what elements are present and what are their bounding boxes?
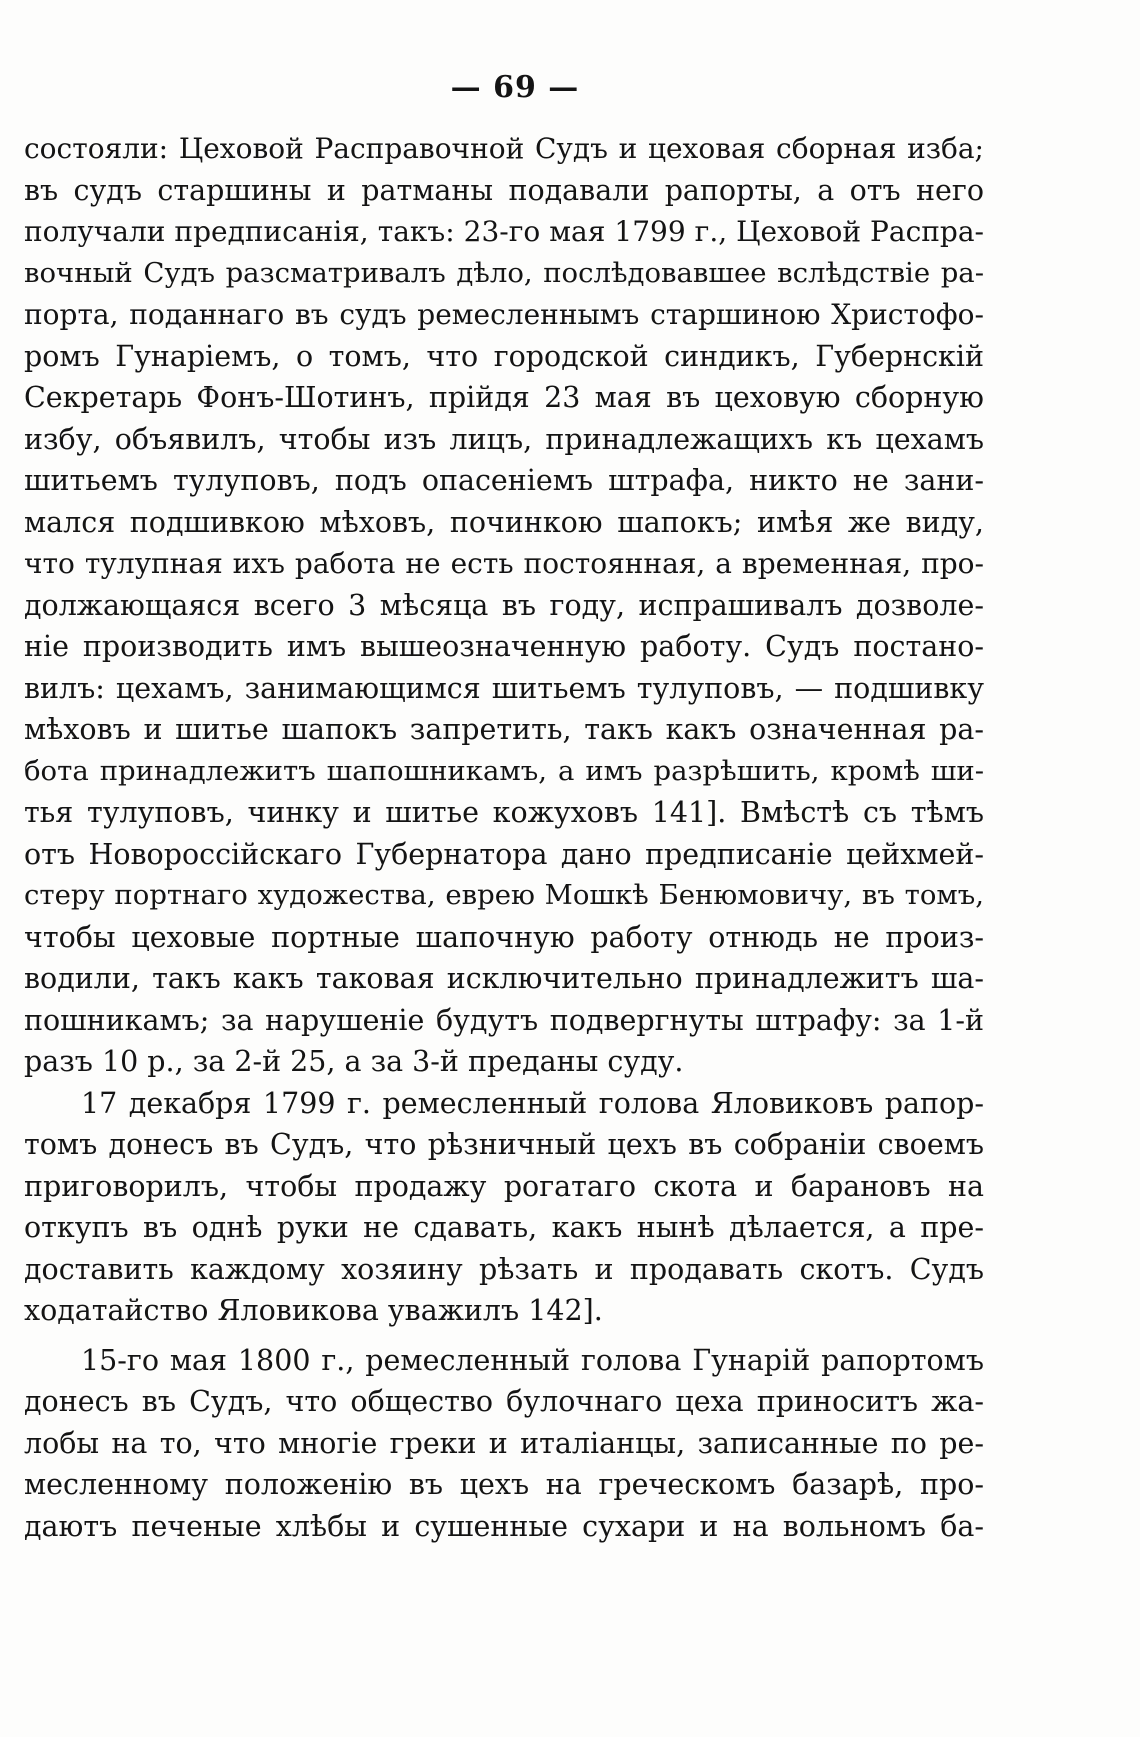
text-line: ходатайство Яловикова уважилъ 142]. [24,1294,603,1327]
body-text [24,128,984,1547]
text-line: водили, такъ какъ таковая исключительно принадлежитъ ша- [24,962,984,995]
text-line: избу, объявилъ, чтобы изъ лицъ, принадлежащихъ къ цехамъ [24,422,984,456]
text-line: чтобы цеховые портные шапочную работу отнюдь не произ- [24,920,984,954]
text-line: состояли: Цеховой Расправочной Судъ и цеховая сборная изба; [24,132,984,165]
text-line: 15-го мая 1800 г., ремесленный голова Гунарій рапортомъ [81,1343,984,1377]
text-line: даютъ печеные хлѣбы и сушенные сухари и на вольномъ ба- [24,1509,984,1543]
text-line: ніе производить имъ вышеозначенную работу. Судъ постано- [24,630,984,663]
text-line: лобы на то, что многіе греки и италіанцы, записанные по ре- [24,1426,984,1460]
text-line: стеру портнаго художества, еврею Мошкѣ Бенюмовичу, въ томъ, [24,879,984,911]
text-line: откупъ въ однѣ руки не сдавать, какъ нынѣ дѣлается, а пре- [24,1211,984,1244]
page-number: — 69 — [450,70,580,105]
text-line: разъ 10 р., за 2-й 25, а за 3-й преданы суду. [24,1045,684,1078]
paragraph-2 [24,1083,984,1332]
text-line: ромъ Гунаріемъ, о томъ, что городской синдикъ, Губернскій [24,339,984,373]
paragraph-gap [24,1332,984,1340]
text-line: приговорилъ, чтобы продажу рогатаго скота и барановъ на [24,1169,984,1203]
text-line: шитьемъ тулуповъ, подъ опасеніемъ штрафа, никто не зани- [24,464,984,497]
text-line: доставить каждому хозяину рѣзать и продавать скотъ. Судъ [24,1252,984,1286]
text-line: мѣховъ и шитье шапокъ запретить, такъ какъ означенная ра- [24,713,984,746]
text-line: что тулупная ихъ работа не есть постоянная, а временная, про- [24,547,984,580]
text-line: порта, поданнаго въ судъ ремесленнымъ старшиною Христофо- [24,298,984,331]
text-line: томъ донесъ въ Судъ, что рѣзничный цехъ въ собраніи своемъ [24,1128,984,1161]
text-line: получали предписанія, такъ: 23-го мая 1799 г., Цеховой Распра- [24,215,984,248]
text-line: должающаяся всего 3 мѣсяца въ году, испрашивалъ дозволе- [24,588,984,622]
text-line: донесъ въ Судъ, что общество булочнаго цеха приноситъ жа- [24,1385,984,1418]
text-line: Секретарь Фонъ-Шотинъ, прійдя 23 мая въ цеховую сборную [24,381,984,414]
text-line: мался подшивкою мѣховъ, починкою шапокъ; имѣя же виду, [24,505,984,539]
text-line: вочный Судъ разсматривалъ дѣло, послѣдовавшее вслѣдствіе ра- [24,256,984,289]
text-line: отъ Новороссійскаго Губернатора дано предписаніе цейхмей- [24,837,984,871]
text-line: пошникамъ; за нарушеніе будутъ подвергнуты штрафу: за 1-й [24,1003,984,1037]
text-line: тья тулуповъ, чинку и шитье кожуховъ 141]. Вмѣстѣ съ тѣмъ [24,796,984,829]
text-line: месленному положенію въ цехъ на греческомъ базарѣ, про- [24,1468,984,1501]
paragraph-1 [24,128,984,1083]
text-line: бота принадлежитъ шапошникамъ, а имъ разрѣшить, кромѣ ши- [24,754,984,787]
text-line: въ судъ старшины и ратманы подавали рапорты, а отъ него [24,173,984,207]
text-line: вилъ: цехамъ, занимающимся шитьемъ тулуповъ, — подшивку [24,671,984,705]
text-line: 17 декабря 1799 г. ремесленный голова Яловиковъ рапор- [81,1086,984,1120]
paragraph-3 [24,1340,984,1548]
